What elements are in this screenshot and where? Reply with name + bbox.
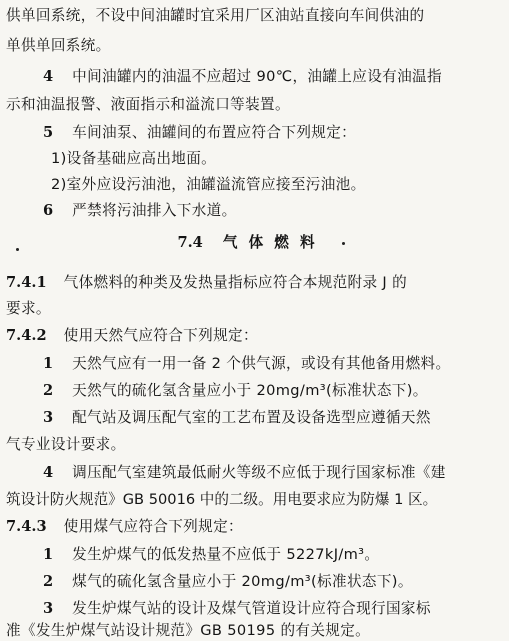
item-3b-line-1 [43,599,509,619]
item-3-line-1 [43,408,509,428]
line-text: 严禁将污油排入下水道。 [72,202,237,219]
text-line-1 [6,6,509,26]
subitem-2-line [51,175,509,195]
line-text: 天然气的硫化氢含量应小于 20mg/m³(标准状态下)。 [72,382,428,399]
item-number: 5 [43,124,54,141]
text-line-2 [6,36,509,56]
item-number: 6 [43,202,54,219]
item-number: 4 [43,68,54,85]
line-text: 发生炉煤气的低发热量不应低于 5227kJ/m³。 [72,546,380,563]
line-text: 示和油温报警、液面指示和溢流口等装置。 [6,96,290,113]
line-text: 调压配气室建筑最低耐火等级不应低于现行国家标准《建 [72,464,446,481]
section-title [0,233,495,253]
line-text: 筑设计防火规范》GB 50016 中的二级。用电要求应为防爆 1 区。 [6,491,438,508]
line-text: 中间油罐内的油温不应超过 90℃，油罐上应设有油温指 [72,68,442,85]
item-number: 1 [43,355,54,372]
item-2-line [43,381,509,401]
line-text: 车间油泵、油罐间的布置应符合下列规定： [72,124,357,141]
line-text: 单供单回系统。 [6,37,111,54]
line-text: 使用煤气应符合下列规定： [63,518,243,535]
clause-number: 7.4.3 [6,518,47,535]
clause-number: 7.4.2 [6,327,47,344]
item-4-line-2 [6,95,509,115]
line-text: 配气站及调压配气室的工艺布置及设备选型应遵循天然 [72,409,431,426]
line-text: 天然气应有一用一备 2 个供气源，或设有其他备用燃料。 [72,355,451,372]
item-5-line [43,123,509,143]
clause-number: 7.4.1 [6,274,47,291]
line-text: 要求。 [6,300,51,317]
section-number: 7.4 [177,234,203,251]
item-4b-line-1 [43,463,509,483]
item-number: 2 [43,382,54,399]
item-number: 1 [43,546,54,563]
item-6-line [43,201,509,221]
line-text: 1)设备基础应高出地面。 [51,150,217,167]
item-number: 2 [43,573,54,590]
line-text: 气体燃料的种类及发热量指标应符合本规范附录 J 的 [63,274,408,291]
clause-7-4-1-line-2 [6,299,509,319]
item-4-line-1 [43,67,509,87]
section-title-text: 气 体 燃 料 [222,234,318,251]
line-text: 气专业设计要求。 [6,436,126,453]
item-1b-line [43,545,509,565]
line-text: 2)室外应设污油池，油罐溢流管应接至污油池。 [51,176,366,193]
item-4b-line-2 [6,490,509,510]
line-text: 使用天然气应符合下列规定： [63,327,258,344]
item-number: 3 [43,409,54,426]
item-1-line [43,354,509,374]
clause-7-4-1-line-1 [6,273,509,293]
item-2b-line [43,572,509,592]
line-text: 准《发生炉煤气站设计规范》GB 50195 的有关规定。 [6,622,371,639]
line-text: 供单回系统，不设中间油罐时宜采用厂区油站直接向车间供油的 [6,7,425,24]
item-3b-line-2 [6,621,509,641]
clause-7-4-3-line [6,517,509,537]
clause-7-4-2-line [6,326,509,346]
item-number: 4 [43,464,54,481]
line-text: 发生炉煤气站的设计及煤气管道设计应符合现行国家标 [72,600,431,617]
line-text: 煤气的硫化氢含量应小于 20mg/m³(标准状态下)。 [72,573,413,590]
subitem-1-line [51,149,509,169]
item-number: 3 [43,600,54,617]
item-3-line-2 [6,435,509,455]
